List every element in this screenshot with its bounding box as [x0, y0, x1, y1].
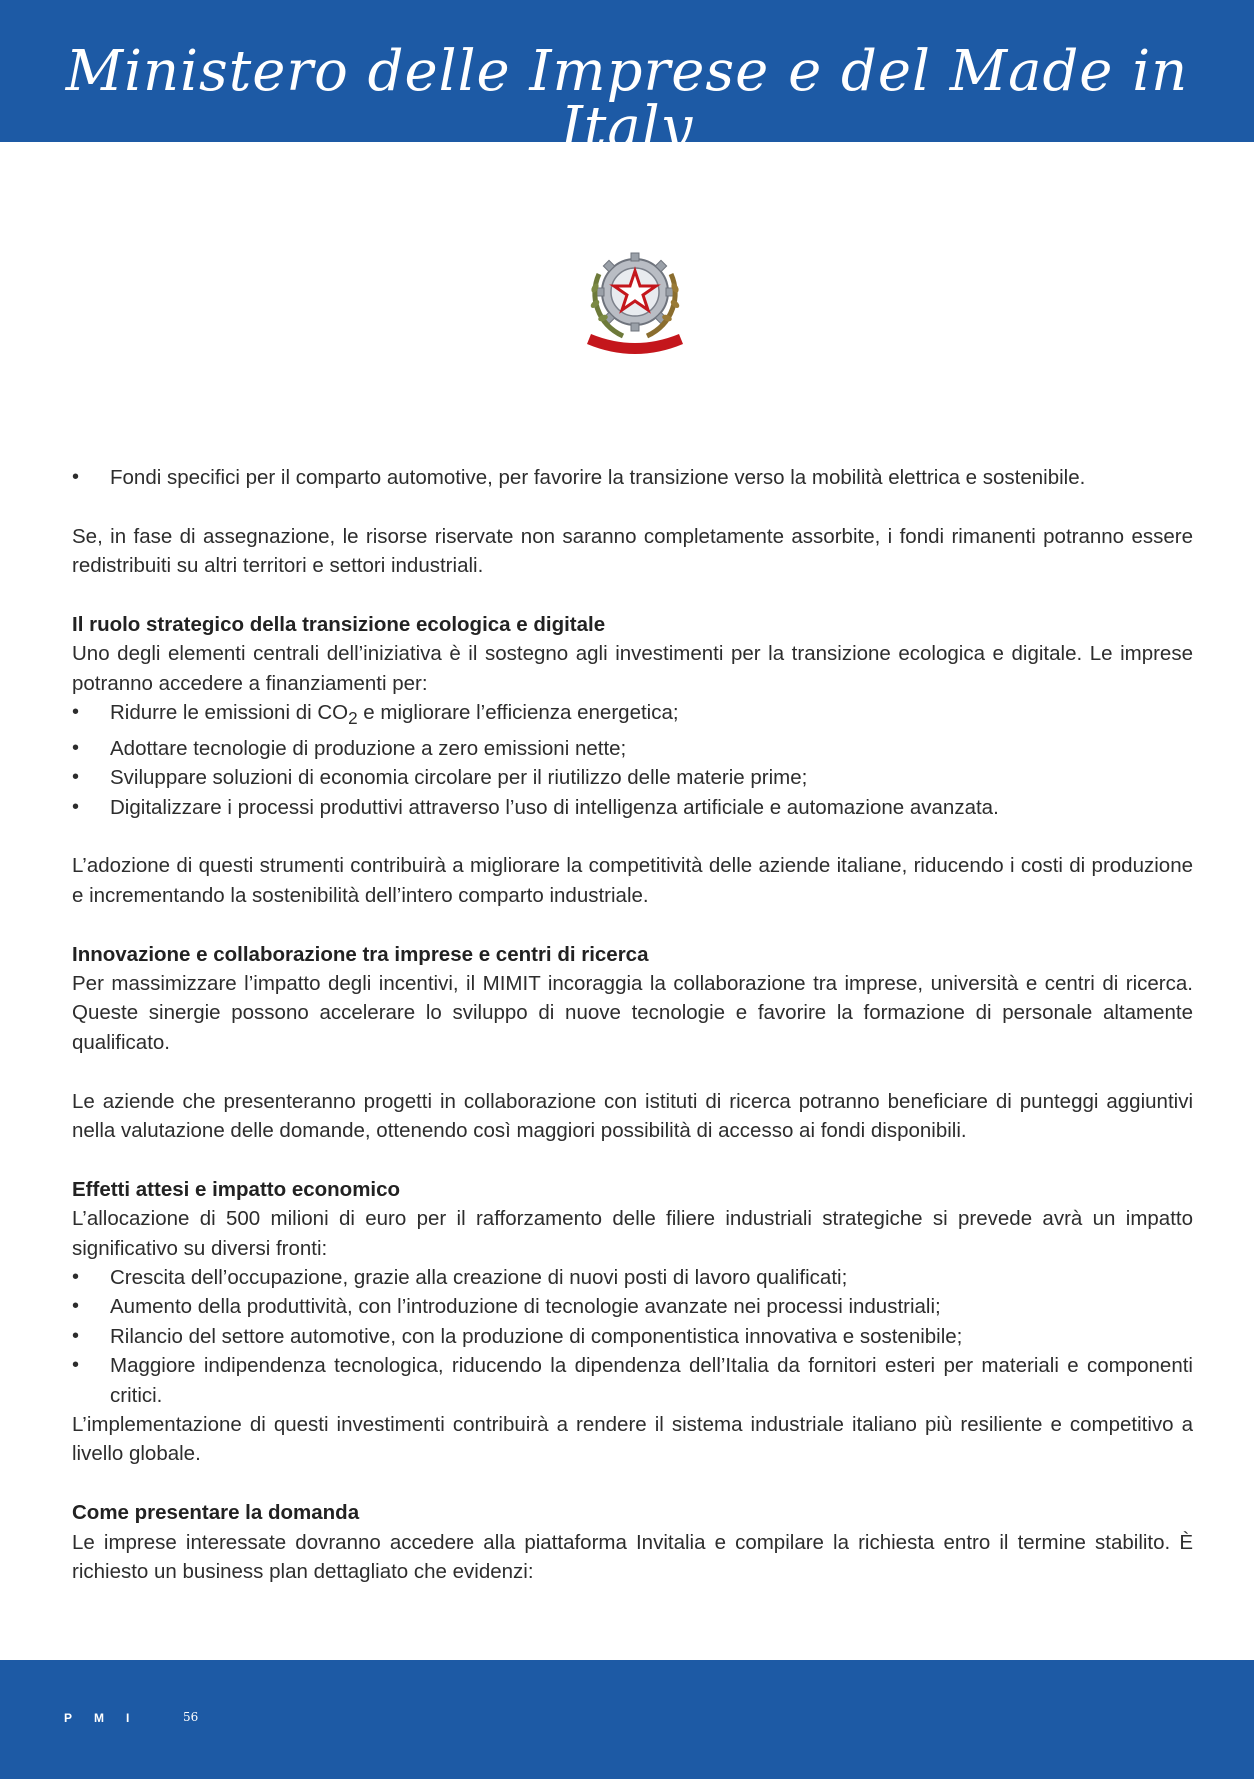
list-item: • Maggiore indipendenza tecnologica, riducendo la dipendenza dell’Italia da fornitori esteri per materiali e componenti critici.	[72, 1354, 1193, 1407]
page-header	[0, 0, 1254, 160]
list-item: • Digitalizzare i processi produttivi attraverso l’uso di intelligenza artificiale e automazione avanzata.	[72, 795, 999, 819]
paragraph-application: Le imprese interessate dovranno accedere alla piattaforma Invitalia e compilare la richiesta entro il termine stabilito. È richiesto un business plan dettagliato che evidenzi:	[72, 1530, 1193, 1584]
header-title: Ministero delle Imprese e del Made in Italy	[65, 39, 1189, 160]
list-item: • Ridurre le emissioni di $CO_2$ e migliorare l’efficienza energetica;	[72, 701, 679, 729]
paragraph-effects-outro: L’implementazione di questi investimenti contribuirà a rendere il sistema industriale italiano più resiliente e competitivo a livello globale.	[72, 1413, 1193, 1466]
list-item: • Aumento della produttività, con l’introduzione di tecnologie avanzate nei processi industriali;	[72, 1295, 941, 1319]
bullet-list-effects	[72, 1263, 1193, 1410]
bullet-list-top	[72, 463, 1193, 492]
paragraph-effects-intro: L’allocazione di 500 milioni di euro per il rafforzamento delle filiere industriali strategiche si prevede avrà un impatto significativo su diversi fronti:	[72, 1207, 1193, 1260]
list-item: • Adottare tecnologie di produzione a zero emissioni nette;	[72, 736, 627, 760]
paragraph-transition-intro: Uno degli elementi centrali dell’iniziativa è il sostegno agli investimenti per la transizione ecologica e digitale. Le imprese potranno accedere a finanziamenti per:	[72, 642, 1193, 695]
section-heading-application: Come presentare la domanda	[72, 1501, 360, 1525]
section-heading-effects: Effetti attesi e impatto economico	[72, 1177, 401, 1201]
italian-republic-emblem-icon	[583, 244, 687, 364]
list-item: • Fondi specifici per il comparto automotive, per favorire la transizione verso la mobilità elettrica e sostenibile.	[72, 466, 1086, 489]
paragraph-innovation-2: Le aziende che presenteranno progetti in collaborazione con istituti di ricerca potranno beneficiare di punteggi aggiuntivi nella valutazione delle domande, ottenendo così maggiori possibilità di accesso ai fondi disponibili.	[72, 1089, 1193, 1142]
bullet-list-transition	[72, 698, 1193, 822]
section-heading-innovation: Innovazione e collaborazione tra imprese e centri di ricerca	[72, 942, 649, 966]
document-body	[72, 463, 1193, 1586]
list-item: • Rilancio del settore automotive, con la produzione di componentistica innovativa e sostenibile;	[72, 1324, 963, 1348]
footer-brand: PMI	[64, 1711, 152, 1725]
list-item: • Crescita dell’occupazione, grazie alla creazione di nuovi posti di lavoro qualificati;	[72, 1265, 848, 1289]
paragraph-transition-outro: L’adozione di questi strumenti contribuirà a migliorare la competitività delle aziende italiane, riducendo i costi di produzione e incrementando la sostenibilità dell’intero comparto industriale.	[72, 854, 1193, 907]
list-item: • Sviluppare soluzioni di economia circolare per il riutilizzo delle materie prime;	[72, 766, 808, 790]
page-number: 56	[183, 1710, 199, 1724]
paragraph-redistribution: Se, in fase di assegnazione, le risorse riservate non saranno completamente assorbite, i fondi rimanenti potranno essere redistribuiti su altri territori e settori industriali.	[72, 524, 1193, 578]
section-heading-transition: Il ruolo strategico della transizione ecologica e digitale	[72, 613, 606, 636]
paragraph-innovation-1: Per massimizzare l’impatto degli incentivi, il MIMIT incoraggia la collaborazione tra imprese, università e centri di ricerca. Queste sinergie possono accelerare lo sviluppo di nuove tecnologie e favorire la formazione di personale altamente qualificato.	[72, 971, 1193, 1054]
